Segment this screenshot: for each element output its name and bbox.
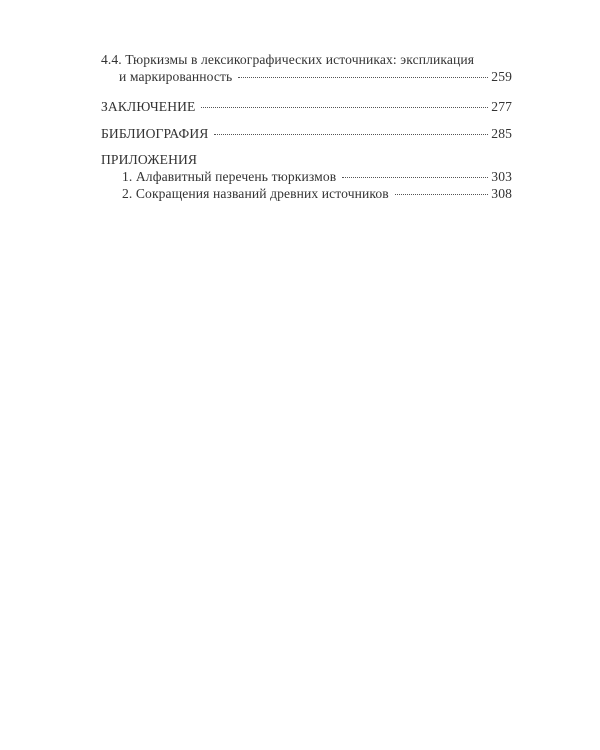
toc-subentry-1 [101, 168, 512, 185]
table-of-contents [101, 51, 512, 202]
toc-entry-title: ЗАКЛЮЧЕНИЕ [101, 99, 196, 114]
toc-page-number: 285 [491, 126, 512, 141]
toc-entry-title-continuation [101, 68, 512, 85]
toc-entry-title: 4.4. Тюркизмы в лексикографических источниках: экспликация [101, 52, 475, 67]
dot-leader [214, 134, 488, 135]
toc-entry-title: и маркированность [119, 69, 233, 84]
dot-leader [201, 107, 488, 108]
dot-leader [395, 194, 488, 195]
toc-entry-title: БИБЛИОГРАФИЯ [101, 126, 209, 141]
dot-leader [342, 177, 488, 178]
toc-entry-conclusion [101, 98, 512, 115]
toc-subentry-title: 1. Алфавитный перечень тюркизмов [122, 169, 337, 184]
toc-subentry-2 [101, 185, 512, 202]
toc-entry-bibliography [101, 125, 512, 142]
toc-page-number: 308 [491, 186, 512, 201]
toc-page-number: 259 [491, 69, 512, 84]
toc-page-number: 277 [491, 99, 512, 114]
dot-leader [238, 77, 488, 78]
toc-subentry-title: 2. Сокращения названий древних источников [122, 186, 389, 201]
toc-entry-appendices [101, 151, 512, 202]
toc-entry-title: ПРИЛОЖЕНИЯ [101, 152, 198, 167]
toc-entry-4-4 [101, 51, 512, 85]
toc-entry-title-line [101, 151, 512, 168]
toc-entry-title-line [101, 51, 512, 68]
toc-page-number: 303 [491, 169, 512, 184]
